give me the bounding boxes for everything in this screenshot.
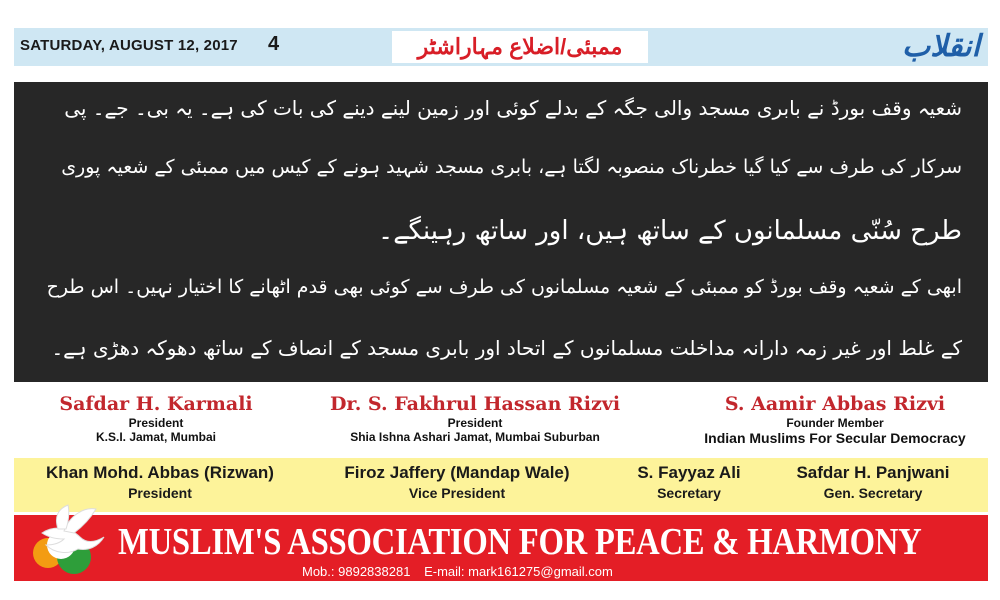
article-line: کے غلط اور غیر زمہ دارانہ مداخلت مسلمانوں کے اتحاد اور بابری مسجد کے انصاف کے ساتھ دھوکہ دھڑی ہے۔ [51,336,962,360]
newspaper-masthead: انقلاب [901,30,980,63]
committee-member [624,463,754,501]
page-number: 4 [268,33,280,55]
signatory [28,393,284,444]
committee-member [18,463,302,501]
committee-member [770,463,976,501]
member-name: Safdar H. Panjwani [796,463,950,482]
issue-date: SATURDAY, AUGUST 12, 2017 [20,37,238,54]
signatory-org: K.S.I. Jamat, Mumbai [95,430,217,444]
member-name: S. Fayyaz Ali [637,463,741,482]
committee-member [312,463,602,501]
signatory-title: President [447,416,503,430]
signatory [690,393,980,446]
committee-band [14,458,988,512]
contact-info [302,564,623,579]
organization-name: MUSLIM'S ASSOCIATION FOR PEACE & HARMONY [118,521,922,563]
organization-banner [14,515,988,581]
organization-logo [24,497,118,587]
member-name: Firoz Jaffery (Mandap Wale) [344,463,570,482]
signatory [310,393,640,444]
mobile-number: Mob.: 9892838281 [302,564,411,579]
article-line: ابھی کے شعیہ وقف بورڈ کو ممبئی کے شعیہ مسلمانوں کی طرف سے کوئی بھی قدم اٹھانے کا اختیار نہیں۔ اس طرح [46,276,962,298]
signatory-name: Safdar H. Karmali [59,393,253,415]
member-title: Gen. Secretary [823,485,923,501]
article-line: شعیہ وقف بورڈ نے بابری مسجد والی جگہ کے بدلے کوئی اور زمین لینے دینے کی بات کی ہے۔ یہ بی۔ جے۔ پی [64,96,962,120]
email-address: E-mail: mark161275@gmail.com [424,564,613,579]
signatory-title: Founder Member [786,416,884,430]
signatory-name: S. Aamir Abbas Rizvi [724,393,946,415]
newspaper-header [14,28,988,66]
signatory-title: President [128,416,184,430]
article-line: طرح سُنّی مسلمانوں کے ساتھ ہیں، اور ساتھ رہینگے۔ [378,216,962,246]
member-name: Khan Mohd. Abbas (Rizwan) [46,463,274,482]
signatory-org: Shia Ishna Ashari Jamat, Mumbai Suburban [350,430,600,444]
article-line: سرکار کی طرف سے کیا گیا خطرناک منصوبہ لگتا ہے، بابری مسجد شہید ہونے کے کیس میں ممبئی کے شعیہ پوری [61,156,962,178]
dove-icon [42,505,104,552]
member-title: President [128,485,192,501]
section-title: ممبئی/اضلاع مہاراشٹر [392,31,648,63]
member-title: Secretary [657,485,721,501]
signatory-org: Indian Muslims For Secular Democracy [704,430,966,446]
article-box [14,82,988,382]
member-title: Vice President [408,485,506,501]
signatory-name: Dr. S. Fakhrul Hassan Rizvi [329,393,621,415]
